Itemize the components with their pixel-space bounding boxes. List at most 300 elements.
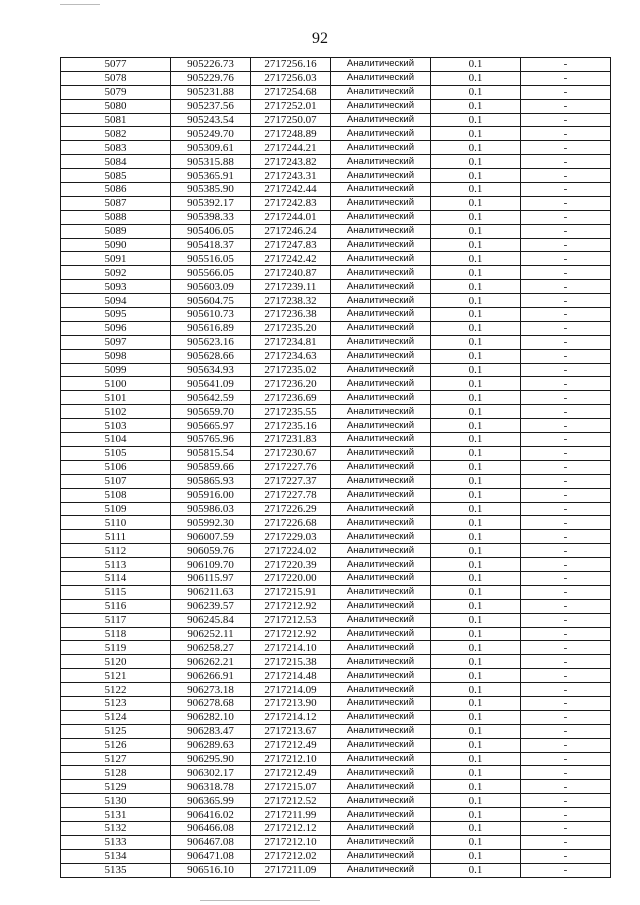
method-cell: Аналитический xyxy=(331,294,431,308)
method-cell: Аналитический xyxy=(331,863,431,877)
y-coordinate-cell: 2717231.83 xyxy=(251,433,331,447)
note-cell: - xyxy=(521,794,611,808)
note-cell: - xyxy=(521,141,611,155)
method-cell: Аналитический xyxy=(331,335,431,349)
x-coordinate-cell: 906416.02 xyxy=(171,808,251,822)
table-row xyxy=(61,724,611,738)
note-cell: - xyxy=(521,280,611,294)
point-id-cell: 5085 xyxy=(61,169,171,183)
x-coordinate-cell: 905628.66 xyxy=(171,349,251,363)
note-cell: - xyxy=(521,210,611,224)
x-coordinate-cell: 905916.00 xyxy=(171,488,251,502)
accuracy-cell: 0.1 xyxy=(431,558,521,572)
accuracy-cell: 0.1 xyxy=(431,849,521,863)
x-coordinate-cell: 906059.76 xyxy=(171,544,251,558)
y-coordinate-cell: 2717212.92 xyxy=(251,627,331,641)
note-cell: - xyxy=(521,405,611,419)
note-cell: - xyxy=(521,71,611,85)
note-cell: - xyxy=(521,641,611,655)
accuracy-cell: 0.1 xyxy=(431,280,521,294)
note-cell: - xyxy=(521,835,611,849)
y-coordinate-cell: 2717212.10 xyxy=(251,835,331,849)
accuracy-cell: 0.1 xyxy=(431,85,521,99)
y-coordinate-cell: 2717215.38 xyxy=(251,655,331,669)
accuracy-cell: 0.1 xyxy=(431,724,521,738)
point-id-cell: 5090 xyxy=(61,238,171,252)
table-row xyxy=(61,544,611,558)
accuracy-cell: 0.1 xyxy=(431,738,521,752)
page-number: 92 xyxy=(312,30,328,47)
accuracy-cell: 0.1 xyxy=(431,58,521,72)
table-row xyxy=(61,349,611,363)
point-id-cell: 5124 xyxy=(61,710,171,724)
x-coordinate-cell: 906467.08 xyxy=(171,835,251,849)
method-cell: Аналитический xyxy=(331,141,431,155)
x-coordinate-cell: 905603.09 xyxy=(171,280,251,294)
accuracy-cell: 0.1 xyxy=(431,627,521,641)
method-cell: Аналитический xyxy=(331,544,431,558)
accuracy-cell: 0.1 xyxy=(431,169,521,183)
note-cell: - xyxy=(521,58,611,72)
accuracy-cell: 0.1 xyxy=(431,516,521,530)
point-id-cell: 5125 xyxy=(61,724,171,738)
table-row xyxy=(61,321,611,335)
point-id-cell: 5077 xyxy=(61,58,171,72)
accuracy-cell: 0.1 xyxy=(431,446,521,460)
y-coordinate-cell: 2717212.49 xyxy=(251,738,331,752)
table-row xyxy=(61,821,611,835)
x-coordinate-cell: 905398.33 xyxy=(171,210,251,224)
y-coordinate-cell: 2717212.52 xyxy=(251,794,331,808)
note-cell: - xyxy=(521,377,611,391)
note-cell: - xyxy=(521,516,611,530)
accuracy-cell: 0.1 xyxy=(431,474,521,488)
x-coordinate-cell: 905992.30 xyxy=(171,516,251,530)
note-cell: - xyxy=(521,808,611,822)
y-coordinate-cell: 2717250.07 xyxy=(251,113,331,127)
method-cell: Аналитический xyxy=(331,641,431,655)
point-id-cell: 5130 xyxy=(61,794,171,808)
note-cell: - xyxy=(521,266,611,280)
accuracy-cell: 0.1 xyxy=(431,835,521,849)
table-row xyxy=(61,196,611,210)
note-cell: - xyxy=(521,502,611,516)
x-coordinate-cell: 905859.66 xyxy=(171,460,251,474)
point-id-cell: 5099 xyxy=(61,363,171,377)
table-row xyxy=(61,613,611,627)
note-cell: - xyxy=(521,99,611,113)
accuracy-cell: 0.1 xyxy=(431,530,521,544)
point-id-cell: 5078 xyxy=(61,71,171,85)
x-coordinate-cell: 905616.89 xyxy=(171,321,251,335)
point-id-cell: 5118 xyxy=(61,627,171,641)
x-coordinate-cell: 905566.05 xyxy=(171,266,251,280)
y-coordinate-cell: 2717211.09 xyxy=(251,863,331,877)
point-id-cell: 5094 xyxy=(61,294,171,308)
method-cell: Аналитический xyxy=(331,808,431,822)
y-coordinate-cell: 2717212.92 xyxy=(251,599,331,613)
table-row xyxy=(61,627,611,641)
table-row xyxy=(61,308,611,322)
note-cell: - xyxy=(521,488,611,502)
accuracy-cell: 0.1 xyxy=(431,585,521,599)
x-coordinate-cell: 905237.56 xyxy=(171,99,251,113)
y-coordinate-cell: 2717248.89 xyxy=(251,127,331,141)
note-cell: - xyxy=(521,196,611,210)
note-cell: - xyxy=(521,821,611,835)
x-coordinate-cell: 905659.70 xyxy=(171,405,251,419)
accuracy-cell: 0.1 xyxy=(431,460,521,474)
note-cell: - xyxy=(521,224,611,238)
x-coordinate-cell: 905309.61 xyxy=(171,141,251,155)
x-coordinate-cell: 905641.09 xyxy=(171,377,251,391)
note-cell: - xyxy=(521,683,611,697)
table-row xyxy=(61,585,611,599)
method-cell: Аналитический xyxy=(331,683,431,697)
x-coordinate-cell: 905392.17 xyxy=(171,196,251,210)
y-coordinate-cell: 2717235.20 xyxy=(251,321,331,335)
y-coordinate-cell: 2717243.31 xyxy=(251,169,331,183)
coordinates-table xyxy=(60,57,611,878)
point-id-cell: 5093 xyxy=(61,280,171,294)
point-id-cell: 5122 xyxy=(61,683,171,697)
table-row xyxy=(61,266,611,280)
table-row xyxy=(61,210,611,224)
method-cell: Аналитический xyxy=(331,183,431,197)
note-cell: - xyxy=(521,863,611,877)
table-row xyxy=(61,849,611,863)
x-coordinate-cell: 906266.91 xyxy=(171,669,251,683)
y-coordinate-cell: 2717234.63 xyxy=(251,349,331,363)
x-coordinate-cell: 906211.63 xyxy=(171,585,251,599)
y-coordinate-cell: 2717213.67 xyxy=(251,724,331,738)
point-id-cell: 5116 xyxy=(61,599,171,613)
note-cell: - xyxy=(521,238,611,252)
y-coordinate-cell: 2717213.90 xyxy=(251,696,331,710)
method-cell: Аналитический xyxy=(331,794,431,808)
method-cell: Аналитический xyxy=(331,585,431,599)
note-cell: - xyxy=(521,710,611,724)
note-cell: - xyxy=(521,335,611,349)
method-cell: Аналитический xyxy=(331,405,431,419)
method-cell: Аналитический xyxy=(331,821,431,835)
note-cell: - xyxy=(521,85,611,99)
point-id-cell: 5104 xyxy=(61,433,171,447)
note-cell: - xyxy=(521,308,611,322)
method-cell: Аналитический xyxy=(331,363,431,377)
method-cell: Аналитический xyxy=(331,474,431,488)
point-id-cell: 5098 xyxy=(61,349,171,363)
method-cell: Аналитический xyxy=(331,752,431,766)
table-row xyxy=(61,655,611,669)
accuracy-cell: 0.1 xyxy=(431,794,521,808)
y-coordinate-cell: 2717252.01 xyxy=(251,99,331,113)
accuracy-cell: 0.1 xyxy=(431,641,521,655)
note-cell: - xyxy=(521,613,611,627)
y-coordinate-cell: 2717244.01 xyxy=(251,210,331,224)
point-id-cell: 5134 xyxy=(61,849,171,863)
note-cell: - xyxy=(521,571,611,585)
accuracy-cell: 0.1 xyxy=(431,669,521,683)
table-row xyxy=(61,696,611,710)
point-id-cell: 5127 xyxy=(61,752,171,766)
y-coordinate-cell: 2717227.76 xyxy=(251,460,331,474)
table-row xyxy=(61,391,611,405)
accuracy-cell: 0.1 xyxy=(431,377,521,391)
y-coordinate-cell: 2717242.42 xyxy=(251,252,331,266)
point-id-cell: 5112 xyxy=(61,544,171,558)
x-coordinate-cell: 905610.73 xyxy=(171,308,251,322)
accuracy-cell: 0.1 xyxy=(431,363,521,377)
method-cell: Аналитический xyxy=(331,377,431,391)
table-row xyxy=(61,169,611,183)
table-row xyxy=(61,71,611,85)
table-row xyxy=(61,669,611,683)
table-row xyxy=(61,502,611,516)
x-coordinate-cell: 905231.88 xyxy=(171,85,251,99)
table-row xyxy=(61,377,611,391)
point-id-cell: 5133 xyxy=(61,835,171,849)
note-cell: - xyxy=(521,155,611,169)
method-cell: Аналитический xyxy=(331,655,431,669)
method-cell: Аналитический xyxy=(331,127,431,141)
accuracy-cell: 0.1 xyxy=(431,224,521,238)
table-row xyxy=(61,113,611,127)
y-coordinate-cell: 2717226.68 xyxy=(251,516,331,530)
x-coordinate-cell: 905623.16 xyxy=(171,335,251,349)
x-coordinate-cell: 905634.93 xyxy=(171,363,251,377)
x-coordinate-cell: 906258.27 xyxy=(171,641,251,655)
table-row xyxy=(61,794,611,808)
table-row xyxy=(61,238,611,252)
y-coordinate-cell: 2717240.87 xyxy=(251,266,331,280)
table-row xyxy=(61,766,611,780)
accuracy-cell: 0.1 xyxy=(431,683,521,697)
method-cell: Аналитический xyxy=(331,238,431,252)
accuracy-cell: 0.1 xyxy=(431,335,521,349)
note-cell: - xyxy=(521,585,611,599)
x-coordinate-cell: 906302.17 xyxy=(171,766,251,780)
method-cell: Аналитический xyxy=(331,710,431,724)
table-row xyxy=(61,474,611,488)
method-cell: Аналитический xyxy=(331,613,431,627)
note-cell: - xyxy=(521,446,611,460)
accuracy-cell: 0.1 xyxy=(431,391,521,405)
method-cell: Аналитический xyxy=(331,196,431,210)
table-row xyxy=(61,835,611,849)
accuracy-cell: 0.1 xyxy=(431,141,521,155)
accuracy-cell: 0.1 xyxy=(431,349,521,363)
table-row xyxy=(61,141,611,155)
table-row xyxy=(61,419,611,433)
accuracy-cell: 0.1 xyxy=(431,544,521,558)
x-coordinate-cell: 905385.90 xyxy=(171,183,251,197)
y-coordinate-cell: 2717236.20 xyxy=(251,377,331,391)
accuracy-cell: 0.1 xyxy=(431,308,521,322)
y-coordinate-cell: 2717214.10 xyxy=(251,641,331,655)
y-coordinate-cell: 2717256.16 xyxy=(251,58,331,72)
table-row xyxy=(61,280,611,294)
point-id-cell: 5097 xyxy=(61,335,171,349)
coordinates-table-body xyxy=(61,58,611,878)
note-cell: - xyxy=(521,544,611,558)
table-row xyxy=(61,99,611,113)
y-coordinate-cell: 2717229.03 xyxy=(251,530,331,544)
table-row xyxy=(61,85,611,99)
note-cell: - xyxy=(521,780,611,794)
table-row xyxy=(61,433,611,447)
y-coordinate-cell: 2717211.99 xyxy=(251,808,331,822)
point-id-cell: 5101 xyxy=(61,391,171,405)
table-row xyxy=(61,155,611,169)
y-coordinate-cell: 2717239.11 xyxy=(251,280,331,294)
x-coordinate-cell: 905229.76 xyxy=(171,71,251,85)
point-id-cell: 5089 xyxy=(61,224,171,238)
accuracy-cell: 0.1 xyxy=(431,405,521,419)
scan-artifact-bottom xyxy=(200,900,320,901)
method-cell: Аналитический xyxy=(331,502,431,516)
x-coordinate-cell: 906262.21 xyxy=(171,655,251,669)
x-coordinate-cell: 905815.54 xyxy=(171,446,251,460)
y-coordinate-cell: 2717227.78 xyxy=(251,488,331,502)
method-cell: Аналитический xyxy=(331,252,431,266)
point-id-cell: 5083 xyxy=(61,141,171,155)
x-coordinate-cell: 906466.08 xyxy=(171,821,251,835)
y-coordinate-cell: 2717235.02 xyxy=(251,363,331,377)
accuracy-cell: 0.1 xyxy=(431,99,521,113)
method-cell: Аналитический xyxy=(331,627,431,641)
point-id-cell: 5108 xyxy=(61,488,171,502)
point-id-cell: 5132 xyxy=(61,821,171,835)
point-id-cell: 5126 xyxy=(61,738,171,752)
x-coordinate-cell: 905249.70 xyxy=(171,127,251,141)
x-coordinate-cell: 905226.73 xyxy=(171,58,251,72)
y-coordinate-cell: 2717212.02 xyxy=(251,849,331,863)
point-id-cell: 5087 xyxy=(61,196,171,210)
y-coordinate-cell: 2717236.69 xyxy=(251,391,331,405)
point-id-cell: 5096 xyxy=(61,321,171,335)
point-id-cell: 5106 xyxy=(61,460,171,474)
table-row xyxy=(61,294,611,308)
note-cell: - xyxy=(521,349,611,363)
method-cell: Аналитический xyxy=(331,738,431,752)
table-row xyxy=(61,488,611,502)
note-cell: - xyxy=(521,558,611,572)
x-coordinate-cell: 905642.59 xyxy=(171,391,251,405)
x-coordinate-cell: 905516.05 xyxy=(171,252,251,266)
method-cell: Аналитический xyxy=(331,530,431,544)
accuracy-cell: 0.1 xyxy=(431,710,521,724)
y-coordinate-cell: 2717227.37 xyxy=(251,474,331,488)
method-cell: Аналитический xyxy=(331,349,431,363)
table-row xyxy=(61,683,611,697)
x-coordinate-cell: 905315.88 xyxy=(171,155,251,169)
accuracy-cell: 0.1 xyxy=(431,210,521,224)
x-coordinate-cell: 906289.63 xyxy=(171,738,251,752)
table-row xyxy=(61,710,611,724)
note-cell: - xyxy=(521,363,611,377)
point-id-cell: 5115 xyxy=(61,585,171,599)
method-cell: Аналитический xyxy=(331,280,431,294)
point-id-cell: 5100 xyxy=(61,377,171,391)
point-id-cell: 5084 xyxy=(61,155,171,169)
table-row xyxy=(61,516,611,530)
method-cell: Аналитический xyxy=(331,849,431,863)
y-coordinate-cell: 2717215.91 xyxy=(251,585,331,599)
note-cell: - xyxy=(521,183,611,197)
note-cell: - xyxy=(521,724,611,738)
point-id-cell: 5080 xyxy=(61,99,171,113)
x-coordinate-cell: 906295.90 xyxy=(171,752,251,766)
y-coordinate-cell: 2717230.67 xyxy=(251,446,331,460)
note-cell: - xyxy=(521,419,611,433)
accuracy-cell: 0.1 xyxy=(431,613,521,627)
accuracy-cell: 0.1 xyxy=(431,71,521,85)
note-cell: - xyxy=(521,738,611,752)
y-coordinate-cell: 2717243.82 xyxy=(251,155,331,169)
note-cell: - xyxy=(521,294,611,308)
note-cell: - xyxy=(521,474,611,488)
y-coordinate-cell: 2717235.16 xyxy=(251,419,331,433)
method-cell: Аналитический xyxy=(331,155,431,169)
accuracy-cell: 0.1 xyxy=(431,252,521,266)
table-row xyxy=(61,571,611,585)
accuracy-cell: 0.1 xyxy=(431,599,521,613)
table-row xyxy=(61,808,611,822)
point-id-cell: 5086 xyxy=(61,183,171,197)
x-coordinate-cell: 906282.10 xyxy=(171,710,251,724)
y-coordinate-cell: 2717226.29 xyxy=(251,502,331,516)
accuracy-cell: 0.1 xyxy=(431,419,521,433)
note-cell: - xyxy=(521,669,611,683)
table-row xyxy=(61,641,611,655)
method-cell: Аналитический xyxy=(331,766,431,780)
method-cell: Аналитический xyxy=(331,460,431,474)
table-row xyxy=(61,863,611,877)
y-coordinate-cell: 2717234.81 xyxy=(251,335,331,349)
method-cell: Аналитический xyxy=(331,266,431,280)
note-cell: - xyxy=(521,752,611,766)
accuracy-cell: 0.1 xyxy=(431,571,521,585)
x-coordinate-cell: 906007.59 xyxy=(171,530,251,544)
point-id-cell: 5119 xyxy=(61,641,171,655)
x-coordinate-cell: 906365.99 xyxy=(171,794,251,808)
note-cell: - xyxy=(521,696,611,710)
accuracy-cell: 0.1 xyxy=(431,780,521,794)
point-id-cell: 5107 xyxy=(61,474,171,488)
method-cell: Аналитический xyxy=(331,99,431,113)
point-id-cell: 5082 xyxy=(61,127,171,141)
y-coordinate-cell: 2717254.68 xyxy=(251,85,331,99)
method-cell: Аналитический xyxy=(331,433,431,447)
accuracy-cell: 0.1 xyxy=(431,863,521,877)
accuracy-cell: 0.1 xyxy=(431,821,521,835)
accuracy-cell: 0.1 xyxy=(431,766,521,780)
note-cell: - xyxy=(521,599,611,613)
method-cell: Аналитический xyxy=(331,724,431,738)
x-coordinate-cell: 906273.18 xyxy=(171,683,251,697)
y-coordinate-cell: 2717242.83 xyxy=(251,196,331,210)
x-coordinate-cell: 905865.93 xyxy=(171,474,251,488)
accuracy-cell: 0.1 xyxy=(431,155,521,169)
method-cell: Аналитический xyxy=(331,780,431,794)
y-coordinate-cell: 2717246.24 xyxy=(251,224,331,238)
x-coordinate-cell: 906471.08 xyxy=(171,849,251,863)
y-coordinate-cell: 2717235.55 xyxy=(251,405,331,419)
x-coordinate-cell: 905365.91 xyxy=(171,169,251,183)
x-coordinate-cell: 905406.05 xyxy=(171,224,251,238)
accuracy-cell: 0.1 xyxy=(431,321,521,335)
